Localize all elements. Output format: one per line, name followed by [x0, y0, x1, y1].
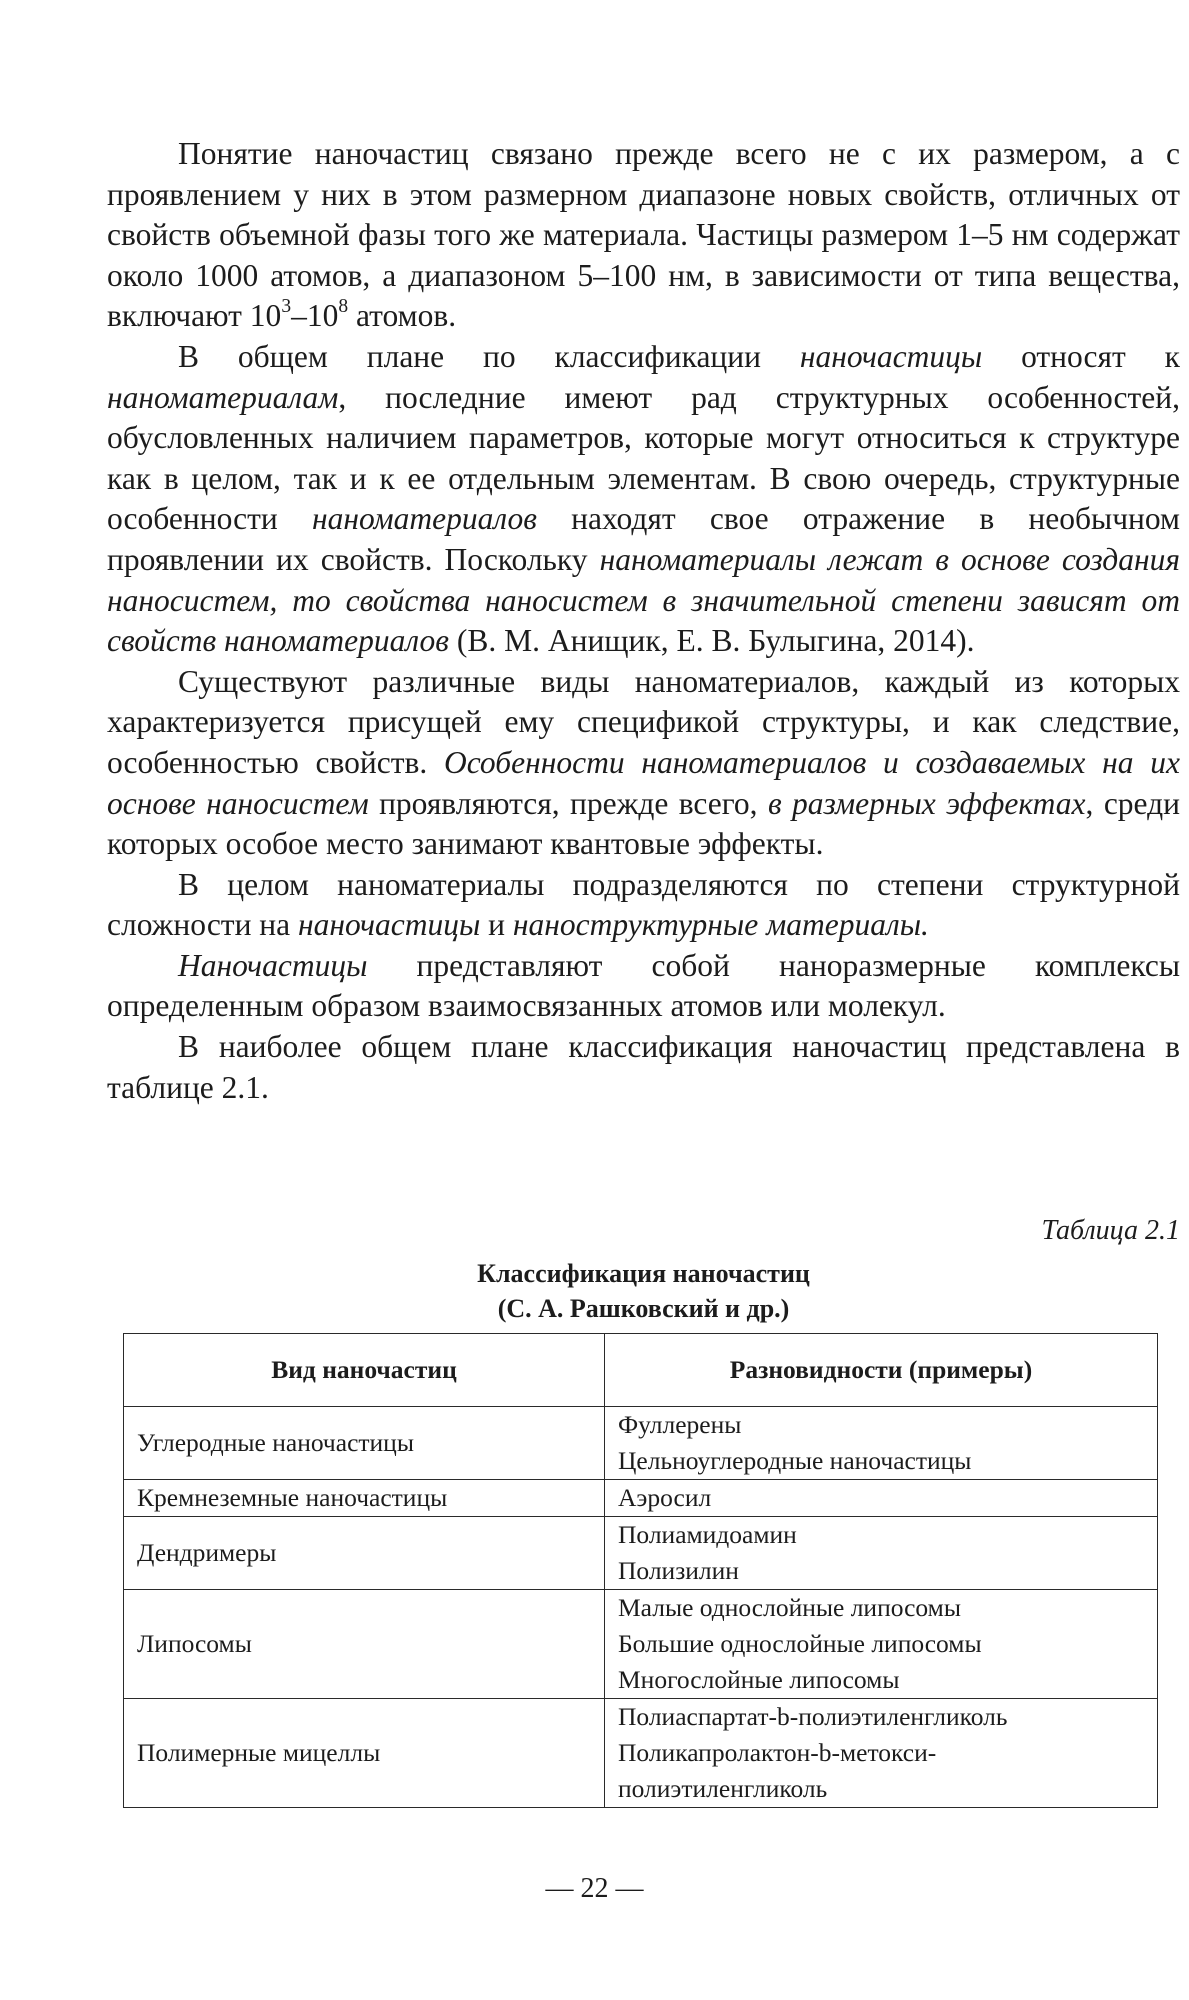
text-run: относят к: [982, 338, 1180, 374]
nanoparticle-kind-cell: Липосомы: [124, 1590, 605, 1699]
superscript-text: 3: [281, 295, 292, 317]
example-item: Полиаспартат-b-полиэтиленгликоль: [618, 1702, 1008, 1731]
paragraph: [107, 1027, 1180, 1108]
text-run: В целом наноматериалы подразделяются по степени структурной сложности на: [107, 866, 1180, 943]
example-item: Многослойные липосомы: [618, 1665, 900, 1694]
superscript-text: 8: [338, 295, 349, 317]
paragraph: [107, 134, 1180, 337]
table-row: [124, 1407, 1158, 1480]
example-item: Полизилин: [618, 1556, 739, 1585]
table-title: Классификация наночастиц: [477, 1259, 810, 1288]
text-run: –10: [291, 298, 339, 334]
examples-cell: [605, 1407, 1158, 1480]
text-run: В общем плане по классификации: [178, 338, 800, 374]
paragraph: [107, 337, 1180, 662]
text-run: атомов.: [348, 298, 457, 334]
text-run: находят свое отражение в необычном проявлении их свойств. Поскольку: [107, 501, 1180, 577]
example-item: Фуллерены: [618, 1410, 742, 1439]
example-item: Большие однослойные липосомы: [618, 1629, 982, 1658]
italic-text: наноматериалов: [311, 501, 537, 537]
example-item: Аэросил: [618, 1483, 712, 1512]
example-item: Полиамидоамин: [618, 1520, 797, 1549]
text-run: Существуют различные виды наноматериалов, каждый из которых характеризуется присущей ему спецификой структуры, и как следствие, особенностью свойств.: [107, 663, 1180, 780]
example-item: Цельноуглеродные наночастицы: [618, 1446, 972, 1475]
classification-table: [123, 1333, 1158, 1808]
italic-text: в размерных эффектах: [767, 785, 1086, 821]
italic-text: Наночастицы: [178, 947, 368, 983]
column-header-examples: [605, 1334, 1158, 1407]
italic-text: наноматериалам: [107, 379, 339, 415]
column-header-examples-text: Разновидности (примеры): [729, 1355, 1033, 1384]
italic-text: наночастицы: [298, 907, 481, 943]
italic-text: Особенности наноматериалов и создаваемых на их основе наносистем: [107, 744, 1180, 821]
table-row: [124, 1480, 1158, 1517]
text-run: проявляются, прежде всего,: [368, 785, 768, 821]
table-header-row: [124, 1334, 1158, 1407]
table-row: [124, 1517, 1158, 1590]
table-number: Таблица 2.1: [1041, 1215, 1180, 1246]
text-run: и: [480, 907, 513, 943]
page-number: — 22 —: [545, 1873, 644, 1904]
table-source: (С. А. Рашковский и др.): [497, 1294, 790, 1323]
body-text: [107, 134, 1180, 1108]
example-item: Поликапролактон-b-метокси-: [618, 1738, 937, 1767]
examples-cell: [605, 1480, 1158, 1517]
text-run: В наиболее общем плане классификация наночастиц представлена в таблице 2.1.: [107, 1029, 1180, 1105]
table-row: [124, 1699, 1158, 1808]
paragraph: [107, 865, 1180, 946]
nanoparticle-kind-cell: Углеродные наночастицы: [124, 1407, 605, 1480]
italic-text: наночастицы: [799, 338, 983, 374]
column-header-kind: Вид наночастиц: [124, 1334, 605, 1407]
text-run: Понятие наночастиц связано прежде всего не с их размером, а с проявлением у них в этом размерном диапазоне новых свойств, отличных от свойств объемной фазы того же материала. Частицы размером 1–5 нм содержат около 1000 атомов, а диапазоном 5–100 нм, в зависимости от типа вещества, включают 10: [107, 136, 1180, 334]
text-run: представляют собой наноразмерные комплексы определенным образом взаимосвязанных атомов или молекул.: [107, 947, 1180, 1024]
example-item: полиэтиленгликоль: [618, 1774, 828, 1803]
nanoparticle-kind-cell: Полимерные мицеллы: [124, 1699, 605, 1808]
text-run: , последние имеют рад структурных особенностей, обусловленных наличием параметров, которые могут относиться к структуре как в целом, так и к ее отдельным элементам. В свою очередь, структурные особенности: [107, 379, 1180, 537]
text-run: , среди которых особое место занимают квантовые эффекты.: [107, 785, 1180, 862]
italic-text: наноматериалы лежат в основе создания наносистем, то свойства наносистем в значительной степени зависят от свойств наноматериалов: [107, 541, 1180, 659]
italic-text: наноструктурные материалы.: [512, 907, 929, 943]
paragraph: [107, 662, 1180, 865]
paragraph: [107, 946, 1180, 1027]
example-item: Малые однослойные липосомы: [618, 1593, 961, 1622]
examples-cell: [605, 1517, 1158, 1590]
text-run: (В. М. Анищик, Е. В. Булыгина, 2014).: [448, 623, 975, 659]
examples-cell: [605, 1699, 1158, 1808]
table-row: [124, 1590, 1158, 1699]
nanoparticle-kind-cell: Кремнеземные наночастицы: [124, 1480, 605, 1517]
examples-cell: [605, 1590, 1158, 1699]
nanoparticle-kind-cell: Дендримеры: [124, 1517, 605, 1590]
